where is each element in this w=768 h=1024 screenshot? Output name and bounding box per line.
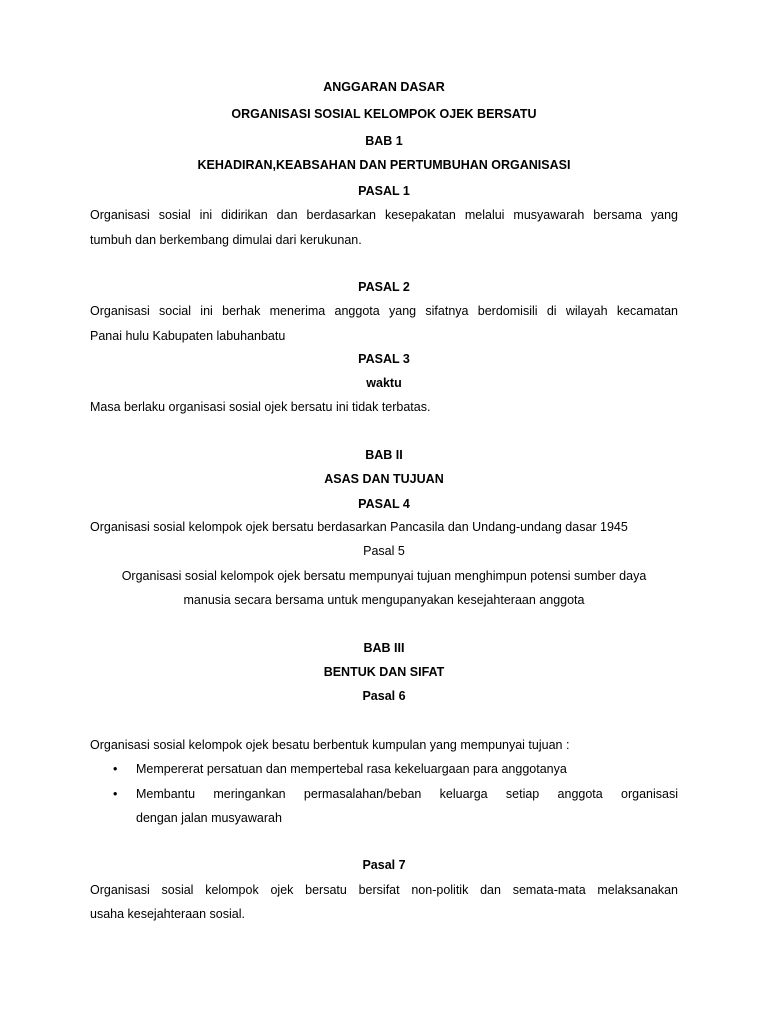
bullet-marker: • [113, 762, 118, 776]
document-title: ANGGARAN DASAR [323, 80, 445, 94]
chapter-3-heading: BAB III [363, 641, 405, 655]
article-5-line-2: manusia secara bersama untuk mengupanyakan kesejahteraan anggota [183, 593, 585, 607]
article-1-line-2: tumbuh dan berkembang dimulai dari kerukunan. [90, 233, 362, 247]
article-2-line-2: Panai hulu Kabupaten labuhanbatu [90, 329, 286, 343]
article-3-subheading: waktu [366, 376, 402, 390]
bullet-item-2-line-2: dengan jalan musyawarah [136, 811, 282, 825]
chapter-2-heading: BAB II [365, 448, 403, 462]
article-3-heading: PASAL 3 [358, 352, 410, 366]
bullet-item-1: Mempererat persatuan dan mempertebal rasa kekeluargaan para anggotanya [136, 762, 567, 776]
chapter-1-title: KEHADIRAN,KEABSAHAN DAN PERTUMBUHAN ORGANISASI [197, 158, 571, 172]
chapter-2-title: ASAS DAN TUJUAN [324, 472, 444, 486]
article-5-line-1: Organisasi sosial kelompok ojek bersatu mempunyai tujuan menghimpun potensi sumber daya [121, 569, 647, 583]
article-6-line-1: Organisasi sosial kelompok ojek besatu berbentuk kumpulan yang mempunyai tujuan : [90, 738, 570, 752]
article-5-heading: Pasal 5 [363, 544, 405, 558]
article-4-line-1: Organisasi sosial kelompok ojek bersatu berdasarkan Pancasila dan Undang-undang dasar 1945 [90, 520, 628, 534]
article-7-heading: Pasal 7 [362, 858, 406, 872]
bullet-item-2-line-1: Membantu meringankan permasalahan/beban keluarga setiap anggota organisasi [136, 787, 678, 801]
article-3-line-1: Masa berlaku organisasi sosial ojek bersatu ini tidak terbatas. [90, 400, 431, 414]
chapter-1-heading: BAB 1 [365, 134, 403, 148]
article-2-line-1: Organisasi social ini berhak menerima anggota yang sifatnya berdomisili di wilayah kecamatan [90, 304, 678, 318]
article-1-line-1: Organisasi sosial ini didirikan dan berdasarkan kesepakatan melalui musyawarah bersama yang [90, 208, 678, 222]
article-4-heading: PASAL 4 [358, 497, 410, 511]
organization-name: ORGANISASI SOSIAL KELOMPOK OJEK BERSATU [231, 107, 537, 121]
article-1-heading: PASAL 1 [358, 184, 410, 198]
chapter-3-title: BENTUK DAN SIFAT [323, 665, 445, 679]
article-7-line-2: usaha kesejahteraan sosial. [90, 907, 245, 921]
article-6-heading: Pasal 6 [362, 689, 406, 703]
article-2-heading: PASAL 2 [358, 280, 410, 294]
bullet-marker: • [113, 787, 118, 801]
article-7-line-1: Organisasi sosial kelompok ojek bersatu bersifat non-politik dan semata-mata melaksanakan [90, 883, 678, 897]
